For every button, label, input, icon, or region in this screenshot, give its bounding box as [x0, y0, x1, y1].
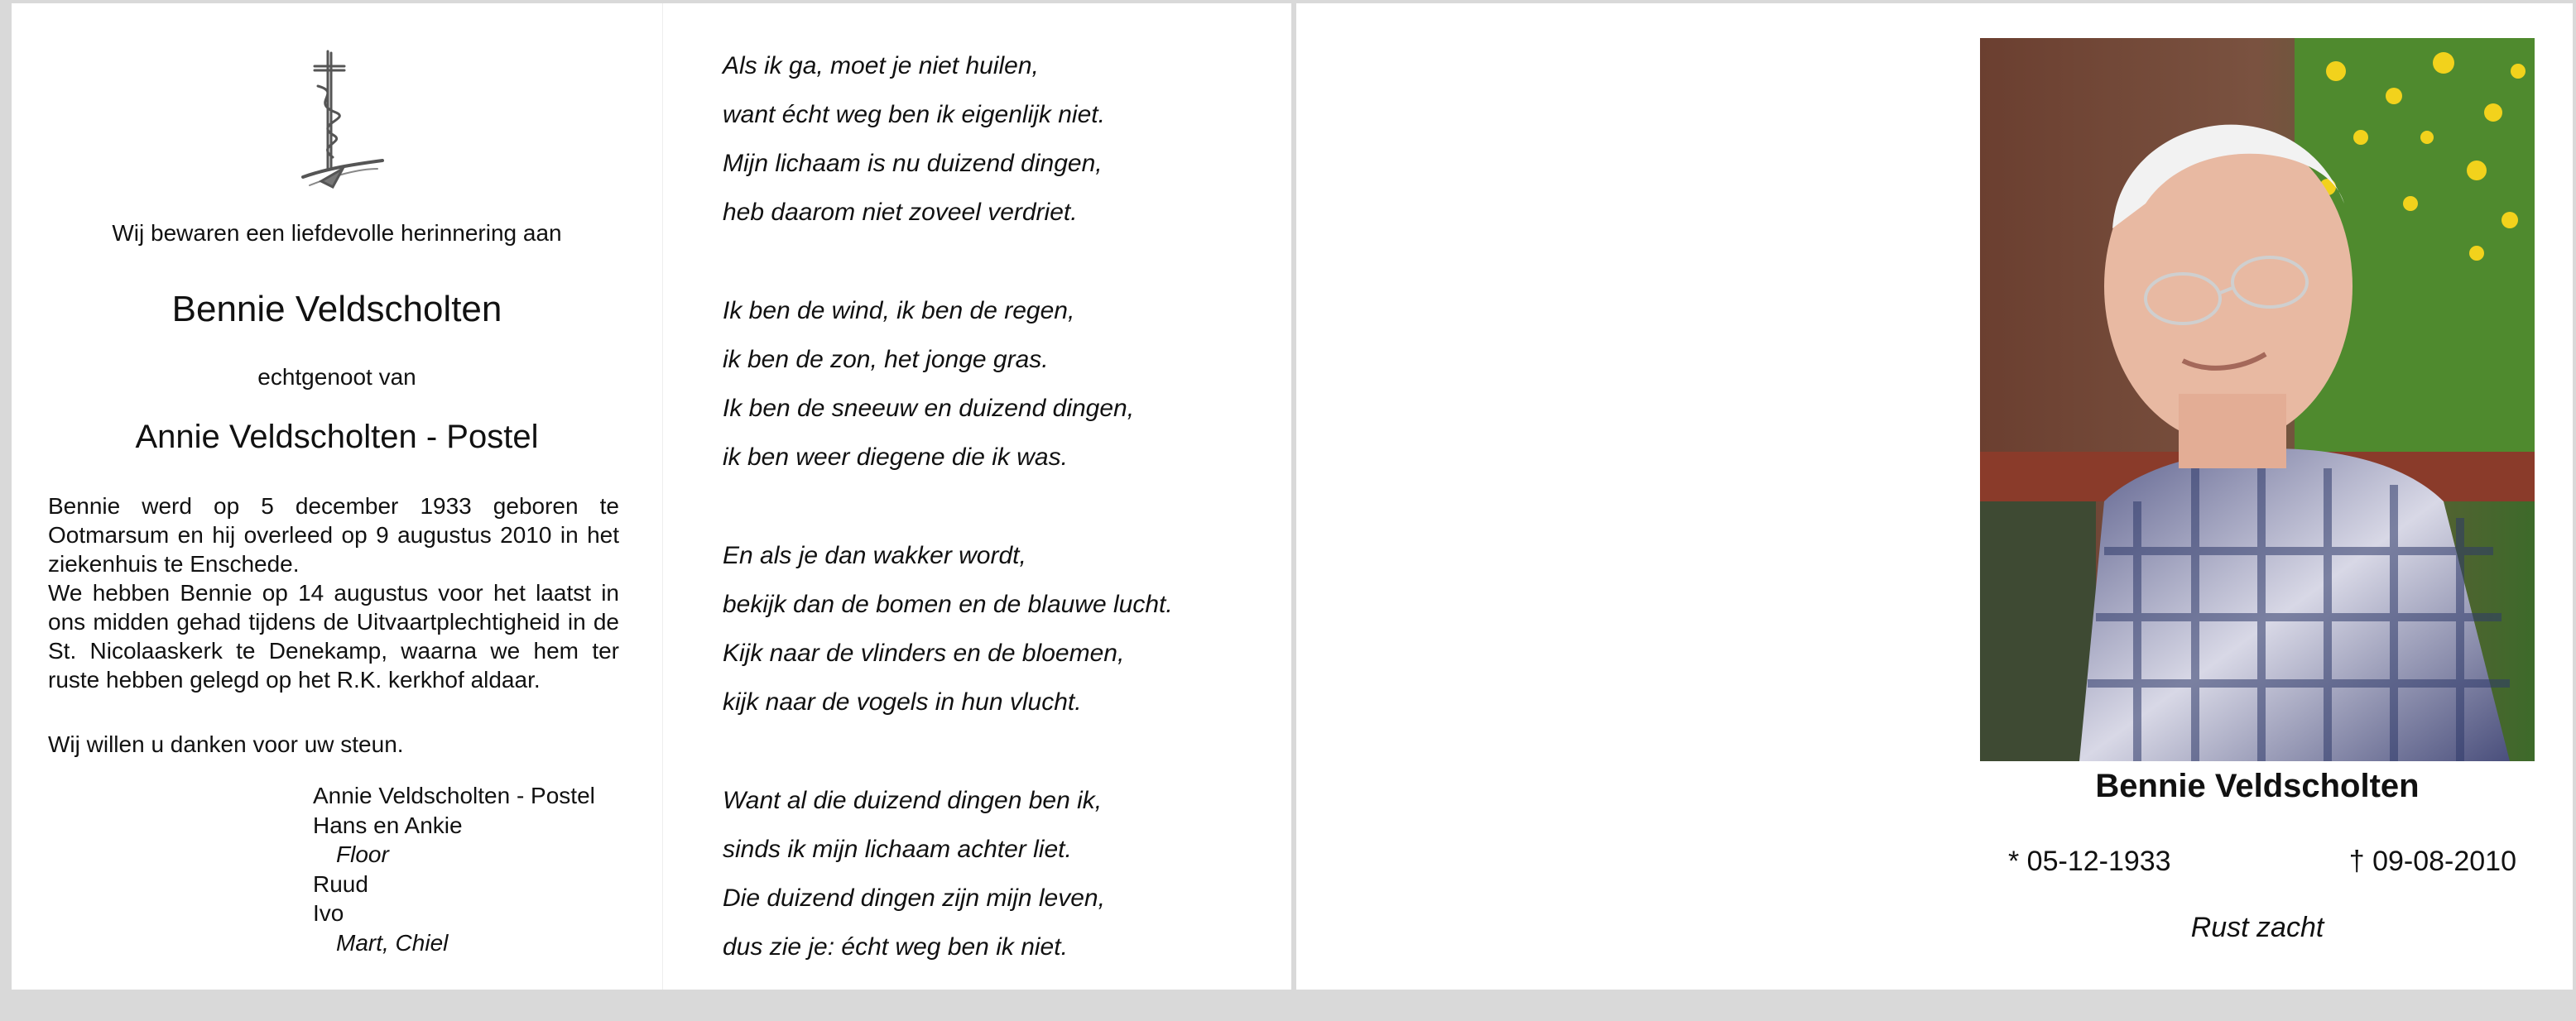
deceased-name: Bennie Veldscholten — [2095, 768, 2420, 804]
poem-line: Ik ben de sneeuw en duizend dingen, — [723, 395, 1135, 422]
family-member-child: Mart, Chiel — [336, 929, 449, 956]
poem-line: want écht weg ben ik eigenlijk niet. — [723, 101, 1105, 128]
poem-stanza — [723, 41, 1173, 237]
family-member: Ruud — [313, 870, 368, 897]
poem-line: bekijk dan de bomen en de blauwe lucht. — [723, 591, 1173, 618]
family-member: Annie Veldscholten - Postel — [313, 783, 595, 808]
family-member: Hans en Ankie — [313, 812, 463, 838]
deceased-name-heading: Bennie Veldscholten — [171, 289, 502, 329]
cross-icon — [285, 45, 392, 202]
poem-line: Want al die duizend dingen ben ik, — [723, 787, 1103, 814]
birth-date: * 05-12-1933 — [2008, 846, 2171, 877]
poem-line: ik ben weer diegene die ik was. — [723, 443, 1068, 471]
poem-line: heb daarom niet zoveel verdriet. — [723, 199, 1078, 226]
spouse-name: Annie Veldscholten - Postel — [135, 419, 539, 455]
bio-paragraph: We hebben Bennie op 14 augustus voor het laatst in ons midden gehad tijdens de Uitvaartplechtigheid in de St. Nicolaaskerk te Denekamp, waarna we hem ter ruste hebben gelegd op het R.K. kerkhof aldaar. — [48, 580, 619, 693]
poem-line: En als je dan wakker wordt, — [723, 542, 1026, 569]
poem-stanza — [723, 531, 1173, 726]
poem-line: Die duizend dingen zijn mijn leven, — [723, 884, 1105, 912]
family-member-child: Floor — [336, 841, 389, 867]
poem — [723, 41, 1173, 1021]
poem-stanza — [723, 286, 1173, 482]
memorial-card-front — [1296, 3, 2573, 990]
family-member: Ivo — [313, 900, 344, 926]
bio-paragraph: Bennie werd op 5 december 1933 geboren te Ootmarsum en hij overleed op 9 augustus 2010 in het ziekenhuis te Enschede. — [48, 493, 619, 577]
poem-line: Ik ben de wind, ik ben de regen, — [723, 297, 1075, 324]
poem-stanza — [723, 776, 1173, 971]
obituary-panel — [12, 3, 662, 990]
memorial-card-inside — [12, 3, 1291, 990]
poem-line: sinds ik mijn lichaam achter liet. — [723, 836, 1072, 863]
poem-line: Mijn lichaam is nu duizend dingen, — [723, 150, 1103, 177]
poem-line: Kijk naar de vlinders en de bloemen, — [723, 640, 1125, 667]
farewell-text: Rust zacht — [2190, 912, 2324, 943]
thanks-text: Wij willen u danken voor uw steun. — [48, 731, 404, 757]
portrait-illustration — [1980, 38, 2535, 761]
poem-panel — [663, 3, 1291, 990]
family-list — [313, 781, 595, 957]
poem-line: kijk naar de vogels in hun vlucht. — [723, 688, 1082, 716]
poem-line: Als ik ga, moet je niet huilen, — [723, 52, 1039, 79]
poem-line: ik ben de zon, het jonge gras. — [723, 346, 1049, 373]
biography — [48, 491, 619, 694]
poem-line: dus zie je: écht weg ben ik niet. — [723, 933, 1068, 961]
spouse-label: echtgenoot van — [257, 364, 416, 390]
death-date: † 09-08-2010 — [2348, 846, 2516, 877]
intro-text: Wij bewaren een liefdevolle herinnering aan — [112, 220, 562, 246]
portrait-photo — [1980, 38, 2535, 761]
